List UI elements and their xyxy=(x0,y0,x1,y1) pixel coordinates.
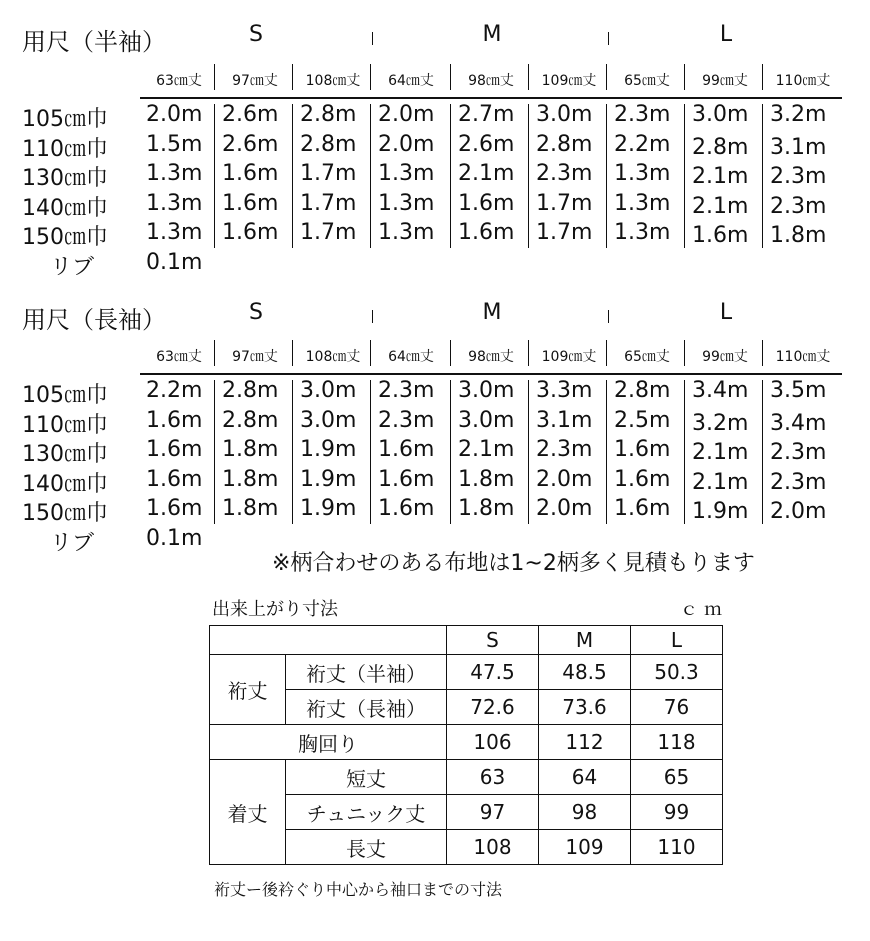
column-divider xyxy=(370,104,371,248)
table-cell: 106 xyxy=(447,725,539,760)
column-divider xyxy=(370,380,371,524)
table-cell: 2.8m xyxy=(300,102,357,127)
row-label: 130㎝巾 xyxy=(22,166,108,191)
table-cell: 2.8m xyxy=(692,134,749,160)
table-row xyxy=(210,795,723,830)
table-cell: 2.0m xyxy=(378,131,435,157)
size-divider xyxy=(372,32,373,45)
column-divider xyxy=(762,104,763,248)
table-cell: 73.6 xyxy=(539,690,631,725)
column-divider xyxy=(214,104,215,248)
table-cell: 1.7m xyxy=(536,190,593,216)
table-cell: 1.3m xyxy=(146,190,203,216)
column-divider xyxy=(370,340,371,366)
table-cell: 108 xyxy=(447,830,539,865)
table-cell: 2.3m xyxy=(378,407,435,433)
header-size-m: M xyxy=(539,626,631,655)
table-cell: 2.3m xyxy=(770,440,827,465)
table-cell: 2.1m xyxy=(692,469,749,495)
finished-title: 出来上がり寸法 xyxy=(212,599,338,620)
table-row xyxy=(210,690,723,725)
column-header: 98㎝丈 xyxy=(468,73,514,89)
table-cell: 1.9m xyxy=(692,499,749,524)
rib-value: 0.1m xyxy=(146,249,203,275)
yuki-long-label: 裄丈（長袖） xyxy=(286,690,447,725)
size-label-s: S xyxy=(249,300,263,325)
table-cell: 65 xyxy=(631,760,723,795)
column-divider xyxy=(606,64,607,90)
header-rule xyxy=(140,97,842,99)
table-cell: 1.3m xyxy=(378,161,435,186)
chest-label: 胸回り xyxy=(210,725,447,760)
table-cell: 63 xyxy=(447,760,539,795)
table-cell: 47.5 xyxy=(447,655,539,690)
table-cell: 2.1m xyxy=(458,437,515,462)
size-label-s: S xyxy=(249,22,263,47)
table-cell: 1.6m xyxy=(146,407,203,433)
column-divider xyxy=(528,64,529,90)
table-row xyxy=(210,830,723,865)
table-cell: 1.6m xyxy=(458,190,515,216)
column-header: 98㎝丈 xyxy=(468,349,514,365)
table-cell: 1.7m xyxy=(300,161,357,186)
column-header: 108㎝丈 xyxy=(305,73,361,89)
size-label-l: L xyxy=(719,300,733,325)
table-row xyxy=(210,655,723,690)
table-cell: 3.1m xyxy=(770,134,827,160)
table-cell: 3.0m xyxy=(300,407,357,433)
table-cell: 1.6m xyxy=(146,437,203,462)
table-cell: 1.3m xyxy=(614,220,671,245)
column-divider xyxy=(214,340,215,366)
rib-value: 0.1m xyxy=(146,525,203,551)
column-divider xyxy=(606,380,607,524)
row-label: 110㎝巾 xyxy=(22,412,108,438)
column-header: 110㎝丈 xyxy=(775,349,831,365)
table-cell: 1.3m xyxy=(614,161,671,186)
table-cell: 3.4m xyxy=(770,410,827,436)
table-cell: 1.7m xyxy=(300,220,357,245)
column-header: 99㎝丈 xyxy=(702,349,748,365)
table-cell: 2.8m xyxy=(536,131,593,157)
table-cell: 1.8m xyxy=(222,496,279,521)
table-row xyxy=(210,760,723,795)
table-cell: 109 xyxy=(539,830,631,865)
row-label: 105㎝巾 xyxy=(22,107,108,132)
table-cell: 3.1m xyxy=(536,407,593,433)
size-divider xyxy=(608,310,609,323)
row-label: 105㎝巾 xyxy=(22,383,108,408)
table-cell: 3.0m xyxy=(458,407,515,433)
row-label: 140㎝巾 xyxy=(22,195,108,221)
table-cell: 3.5m xyxy=(770,378,827,403)
table-cell: 1.8m xyxy=(222,466,279,492)
size-divider xyxy=(372,310,373,323)
table-cell: 1.6m xyxy=(614,466,671,492)
length-group-label: 着丈 xyxy=(210,760,286,865)
section-title: 用尺（長袖） xyxy=(22,306,166,334)
rib-label: リブ xyxy=(49,254,94,280)
header-rule xyxy=(140,373,842,375)
table-cell: 2.3m xyxy=(536,437,593,462)
table-cell: 3.2m xyxy=(692,410,749,436)
finished-unit: ｃｍ xyxy=(680,599,728,620)
table-cell: 2.3m xyxy=(770,164,827,189)
table-cell: 3.3m xyxy=(536,378,593,403)
table-cell: 1.8m xyxy=(770,223,827,248)
column-header: 64㎝丈 xyxy=(388,349,434,365)
table-cell: 2.3m xyxy=(770,193,827,219)
column-divider xyxy=(292,380,293,524)
header-size-s: S xyxy=(447,626,539,655)
table-cell: 1.8m xyxy=(458,496,515,521)
column-header: 65㎝丈 xyxy=(624,349,670,365)
row-label: 150㎝巾 xyxy=(22,225,108,250)
column-header: 63㎝丈 xyxy=(156,349,202,365)
table-cell: 1.7m xyxy=(536,220,593,245)
table-cell: 2.3m xyxy=(614,102,671,127)
table-cell: 2.0m xyxy=(378,102,435,127)
table-cell: 1.6m xyxy=(222,220,279,245)
table-cell: 1.9m xyxy=(300,437,357,462)
table-cell: 2.6m xyxy=(222,131,279,157)
table-cell: 48.5 xyxy=(539,655,631,690)
table-cell: 1.6m xyxy=(378,466,435,492)
table-cell: 2.3m xyxy=(770,469,827,495)
pattern-note: ※柄合わせのある布地は1~2柄多く見積もります xyxy=(272,551,755,576)
column-divider xyxy=(450,64,451,90)
row-label: 140㎝巾 xyxy=(22,471,108,497)
table-cell: 2.6m xyxy=(458,131,515,157)
table-row xyxy=(210,626,723,655)
table-cell: 1.3m xyxy=(614,190,671,216)
table-cell: 1.3m xyxy=(146,161,203,186)
table-cell: 64 xyxy=(539,760,631,795)
column-divider xyxy=(450,104,451,248)
row-label: 150㎝巾 xyxy=(22,501,108,526)
table-cell: 1.8m xyxy=(458,466,515,492)
table-cell: 3.0m xyxy=(300,378,357,403)
tunic-length-label: チュニック丈 xyxy=(286,795,447,830)
column-divider xyxy=(606,340,607,366)
column-divider xyxy=(528,104,529,248)
table-cell: 2.0m xyxy=(536,466,593,492)
table-cell: 3.0m xyxy=(458,378,515,403)
section-title: 用尺（半袖） xyxy=(22,28,166,56)
table-cell: 1.6m xyxy=(222,190,279,216)
table-cell: 2.5m xyxy=(614,407,671,433)
finished-footnote: 裄丈ー後衿ぐり中心から袖口までの寸法 xyxy=(214,880,503,899)
table-cell: 97 xyxy=(447,795,539,830)
table-cell: 72.6 xyxy=(447,690,539,725)
table-cell: 1.6m xyxy=(692,223,749,248)
size-label-l: L xyxy=(719,22,733,47)
table-cell: 1.6m xyxy=(146,466,203,492)
size-label-m: M xyxy=(482,22,502,47)
table-cell: 2.1m xyxy=(458,161,515,186)
table-cell: 1.6m xyxy=(146,496,203,521)
table-cell: 1.9m xyxy=(300,496,357,521)
table-cell: 2.3m xyxy=(378,378,435,403)
table-cell: 1.6m xyxy=(458,220,515,245)
header-size-l: L xyxy=(631,626,723,655)
column-divider xyxy=(606,104,607,248)
column-header: 65㎝丈 xyxy=(624,73,670,89)
column-divider xyxy=(292,340,293,366)
column-divider xyxy=(684,340,685,366)
column-divider xyxy=(762,340,763,366)
column-divider xyxy=(450,340,451,366)
column-divider xyxy=(684,104,685,248)
short-length-label: 短丈 xyxy=(286,760,447,795)
row-label: 110㎝巾 xyxy=(22,136,108,162)
table-cell: 110 xyxy=(631,830,723,865)
table-cell: 1.7m xyxy=(300,190,357,216)
header-blank xyxy=(210,626,447,655)
table-cell: 1.9m xyxy=(300,466,357,492)
table-cell: 2.1m xyxy=(692,164,749,189)
table-cell: 2.8m xyxy=(222,378,279,403)
table-cell: 1.6m xyxy=(614,437,671,462)
table-cell: 1.8m xyxy=(222,437,279,462)
table-cell: 2.8m xyxy=(222,407,279,433)
column-header: 63㎝丈 xyxy=(156,73,202,89)
table-cell: 3.2m xyxy=(770,102,827,127)
column-divider xyxy=(292,64,293,90)
table-cell: 1.5m xyxy=(146,131,203,157)
table-cell: 1.6m xyxy=(378,437,435,462)
column-header: 64㎝丈 xyxy=(388,73,434,89)
column-divider xyxy=(684,380,685,524)
table-cell: 2.0m xyxy=(146,102,203,127)
column-divider xyxy=(528,380,529,524)
table-cell: 2.8m xyxy=(300,131,357,157)
table-cell: 2.3m xyxy=(536,161,593,186)
column-divider xyxy=(450,380,451,524)
column-divider xyxy=(292,104,293,248)
column-header: 97㎝丈 xyxy=(232,73,278,89)
yuki-short-label: 裄丈（半袖） xyxy=(286,655,447,690)
yuki-group-label: 裄丈 xyxy=(210,655,286,725)
table-cell: 1.3m xyxy=(146,220,203,245)
table-cell: 50.3 xyxy=(631,655,723,690)
size-label-m: M xyxy=(482,300,502,325)
table-cell: 2.8m xyxy=(614,378,671,403)
column-divider xyxy=(214,64,215,90)
column-divider xyxy=(762,64,763,90)
table-cell: 3.0m xyxy=(536,102,593,127)
column-header: 99㎝丈 xyxy=(702,73,748,89)
row-label: 130㎝巾 xyxy=(22,442,108,467)
column-header: 109㎝丈 xyxy=(541,349,597,365)
table-cell: 1.6m xyxy=(222,161,279,186)
table-cell: 3.0m xyxy=(692,102,749,127)
table-cell: 2.7m xyxy=(458,102,515,127)
table-cell: 3.4m xyxy=(692,378,749,403)
table-cell: 2.1m xyxy=(692,440,749,465)
table-cell: 76 xyxy=(631,690,723,725)
size-divider xyxy=(608,32,609,45)
rib-label: リブ xyxy=(49,530,94,556)
long-length-label: 長丈 xyxy=(286,830,447,865)
table-cell: 99 xyxy=(631,795,723,830)
table-cell: 2.0m xyxy=(536,496,593,521)
column-header: 109㎝丈 xyxy=(541,73,597,89)
column-divider xyxy=(762,380,763,524)
column-header: 108㎝丈 xyxy=(305,349,361,365)
table-cell: 2.6m xyxy=(222,102,279,127)
table-cell: 1.6m xyxy=(614,496,671,521)
column-header: 97㎝丈 xyxy=(232,349,278,365)
finished-table xyxy=(209,625,723,865)
table-cell: 2.2m xyxy=(614,131,671,157)
table-cell: 98 xyxy=(539,795,631,830)
column-header: 110㎝丈 xyxy=(775,73,831,89)
table-cell: 1.6m xyxy=(378,496,435,521)
table-cell: 2.1m xyxy=(692,193,749,219)
column-divider xyxy=(214,380,215,524)
table-cell: 2.0m xyxy=(770,499,827,524)
table-cell: 1.3m xyxy=(378,220,435,245)
table-cell: 118 xyxy=(631,725,723,760)
table-cell: 1.3m xyxy=(378,190,435,216)
column-divider xyxy=(684,64,685,90)
column-divider xyxy=(370,64,371,90)
column-divider xyxy=(528,340,529,366)
table-cell: 112 xyxy=(539,725,631,760)
table-row xyxy=(210,725,723,760)
table-cell: 2.2m xyxy=(146,378,203,403)
